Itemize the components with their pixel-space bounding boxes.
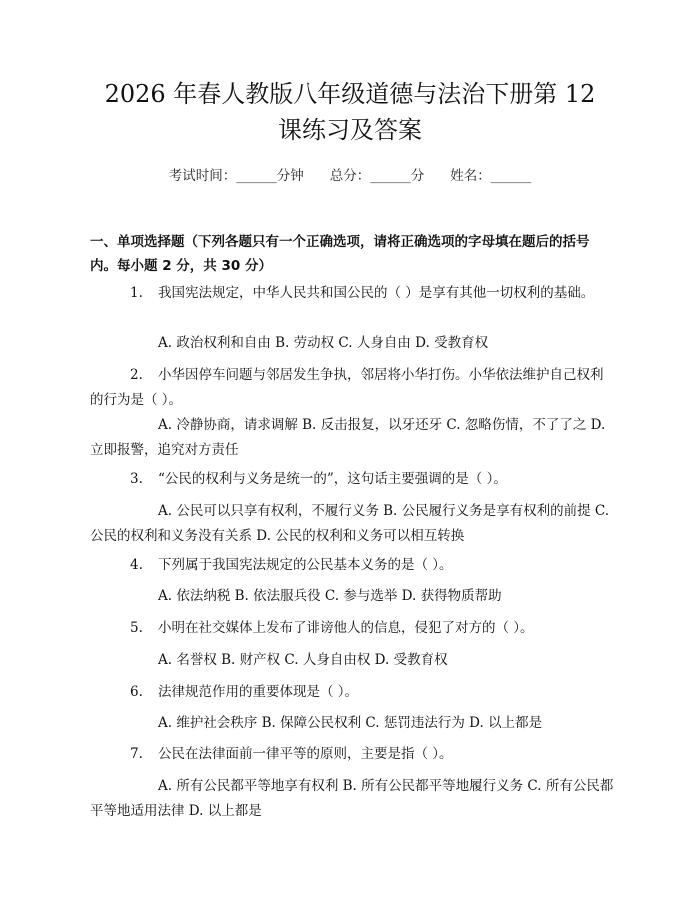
- question-text: 小华因停车问题与邻居发生争执，邻居将小华打伤。小华依法维护自己权利的行为是（ ）。: [90, 367, 604, 408]
- question-3-options: A. 公民可以只享有权利，不履行义务 B. 公民履行义务是享有权利的前提 C. 公民的权利和义务没有关系 D. 公民的权利和义务可以相互转换: [90, 503, 610, 544]
- question-1-options: A. 政治权利和自由 B. 劳动权 C. 人身自由 D. 受教育权: [158, 335, 489, 351]
- question-text: 公民在法律面前一律平等的原则，主要是指（ ）。: [158, 746, 453, 762]
- question-6-options: A. 维护社会秩序 B. 保障公民权利 C. 惩罚违法行为 D. 以上都是: [158, 715, 543, 731]
- exam-info: [0, 166, 700, 186]
- section-heading: 一、单项选择题（下列各题只有一个正确选项，请将正确选项的字母填在题后的括号内。每小题 2 分，共 30 分）: [90, 234, 590, 274]
- question-number: 2.: [130, 367, 143, 383]
- document-title: [60, 76, 640, 148]
- question-number: 3.: [130, 471, 143, 487]
- question-number: 6.: [130, 684, 143, 700]
- question-7-options: A. 所有公民都平等地享有权利 B. 所有公民都平等地履行义务 C. 所有公民都平等地适用法律 D. 以上都是: [90, 778, 614, 819]
- exam-time: 考试时间：______分钟: [168, 168, 304, 184]
- question-4: [90, 553, 615, 578]
- question-number: 1.: [130, 285, 143, 301]
- title-line-1: 2026 年春人教版八年级道德与法治下册第 12: [104, 80, 596, 108]
- question-2-options: A. 冷静协商，请求调解 B. 反击报复，以牙还牙 C. 忽略伤情，不了了之 D. 立即报警，追究对方责任: [90, 417, 606, 458]
- question-5-options: A. 名誉权 B. 财产权 C. 人身自由权 D. 受教育权: [158, 652, 448, 668]
- question-text: 下列属于我国宪法规定的公民基本义务的是（ ）。: [158, 557, 453, 573]
- question-4-options: A. 依法纳税 B. 依法服兵役 C. 参与选举 D. 获得物质帮助: [158, 588, 502, 604]
- question-text: “公民的权利与义务是统一的”，这句话主要强调的是（ ）。: [158, 471, 507, 487]
- question-number: 4.: [130, 557, 143, 573]
- question-text: 法律规范作用的重要体现是（ ）。: [158, 684, 359, 700]
- question-7: [90, 742, 615, 767]
- question-5: [90, 616, 615, 641]
- question-number: 5.: [130, 620, 143, 636]
- total-score: 总分：______分: [329, 168, 425, 184]
- question-text: 小明在社交媒体上发布了诽谤他人的信息，侵犯了对方的（ ）。: [158, 620, 534, 636]
- question-3: [90, 467, 615, 492]
- student-name: 姓名：______: [450, 168, 532, 184]
- question-text: 我国宪法规定，中华人民共和国公民的（ ）是享有其他一切权利的基础。: [158, 285, 595, 301]
- question-1: [90, 281, 615, 306]
- title-line-2: 课练习及答案: [278, 116, 422, 144]
- question-6: [90, 680, 615, 705]
- question-2: [90, 363, 615, 413]
- question-number: 7.: [130, 746, 143, 762]
